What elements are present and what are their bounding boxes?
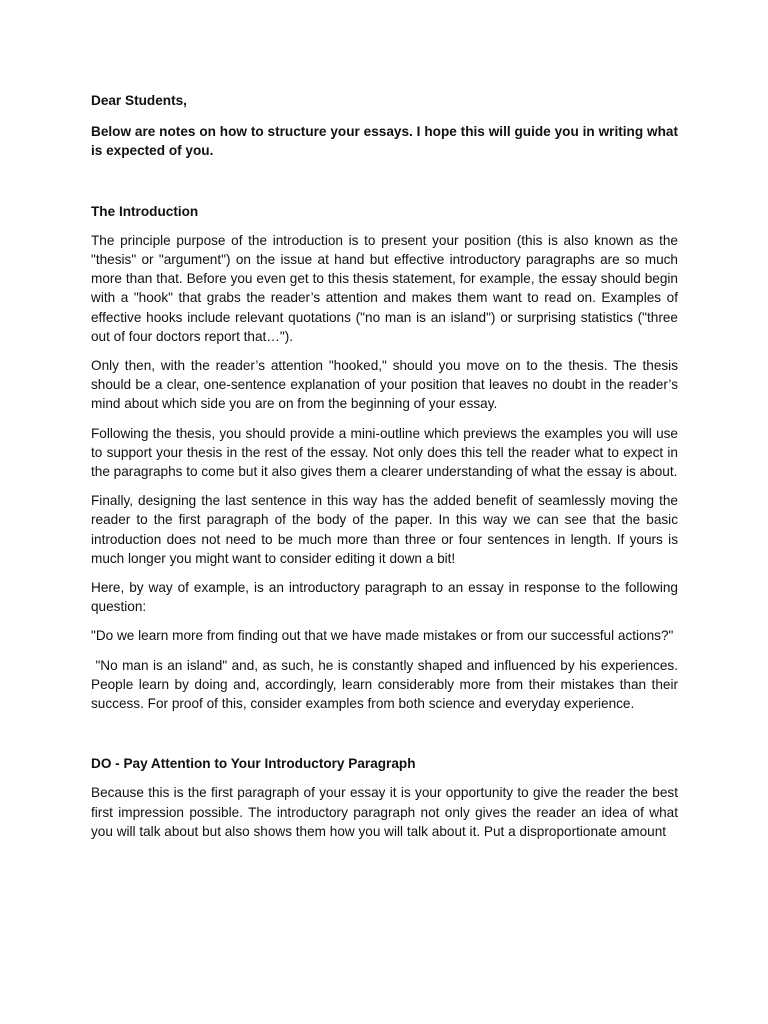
section-heading-do: DO - Pay Attention to Your Introductory Paragraph	[91, 756, 416, 772]
salutation: Dear Students,	[91, 93, 187, 108]
paragraph: Following the thesis, you should provide a mini-outline which previews the examples you will use to support your thesis in the rest of the essay. Not only does this tell the reader what to expect in the paragraphs to come but it also gives them a clearer understanding of what the essay is about.	[91, 425, 678, 480]
intro-note: Below are notes on how to structure your essays. I hope this will guide you in writing what is expected of you.	[91, 124, 678, 159]
paragraph: Because this is the first paragraph of your essay it is your opportunity to give the reader the best first impression possible. The introductory paragraph not only gives the reader an idea of what you will talk about but also shows them how you will talk about it. Put a disproportionate amount	[91, 785, 678, 839]
paragraph: The principle purpose of the introduction is to present your position (this is also known as the "thesis" or "argument") on the issue at hand but effective introductory paragraphs are so much more than that. Before you even get to this thesis statement, for example, the essay should begin with a "hook" that grabs the reader’s attention and makes them want to read on. Examples of effective hooks include relevant quotations ("no man is an island") or surprising statistics ("three out of four doctors report that…").	[91, 232, 678, 344]
example-paragraph: "No man is an island" and, as such, he is constantly shaped and influenced by his experiences. People learn by doing and, accordingly, learn considerably more from their mistakes than their success. For proof of this, consider examples from both science and everyday experience.	[91, 657, 682, 712]
paragraph: Finally, designing the last sentence in this way has the added benefit of seamlessly moving the reader to the first paragraph of the body of the paper. In this way we can see that the basic introduction does not need to be much more than three or four sentences in length. If yours is much longer you might want to consider editing it down a bit!	[91, 493, 678, 566]
paragraph: Only then, with the reader’s attention "hooked," should you move on to the thesis. The thesis should be a clear, one-sentence explanation of your position that leaves no doubt in the reader’s mind about which side you are on from the beginning of your essay.	[91, 358, 678, 412]
section-heading-introduction: The Introduction	[91, 203, 199, 219]
paragraph: Here, by way of example, is an introductory paragraph to an essay in response to the following question:	[91, 580, 678, 615]
example-question: "Do we learn more from finding out that we have made mistakes or from our successful actions?"	[91, 628, 674, 644]
